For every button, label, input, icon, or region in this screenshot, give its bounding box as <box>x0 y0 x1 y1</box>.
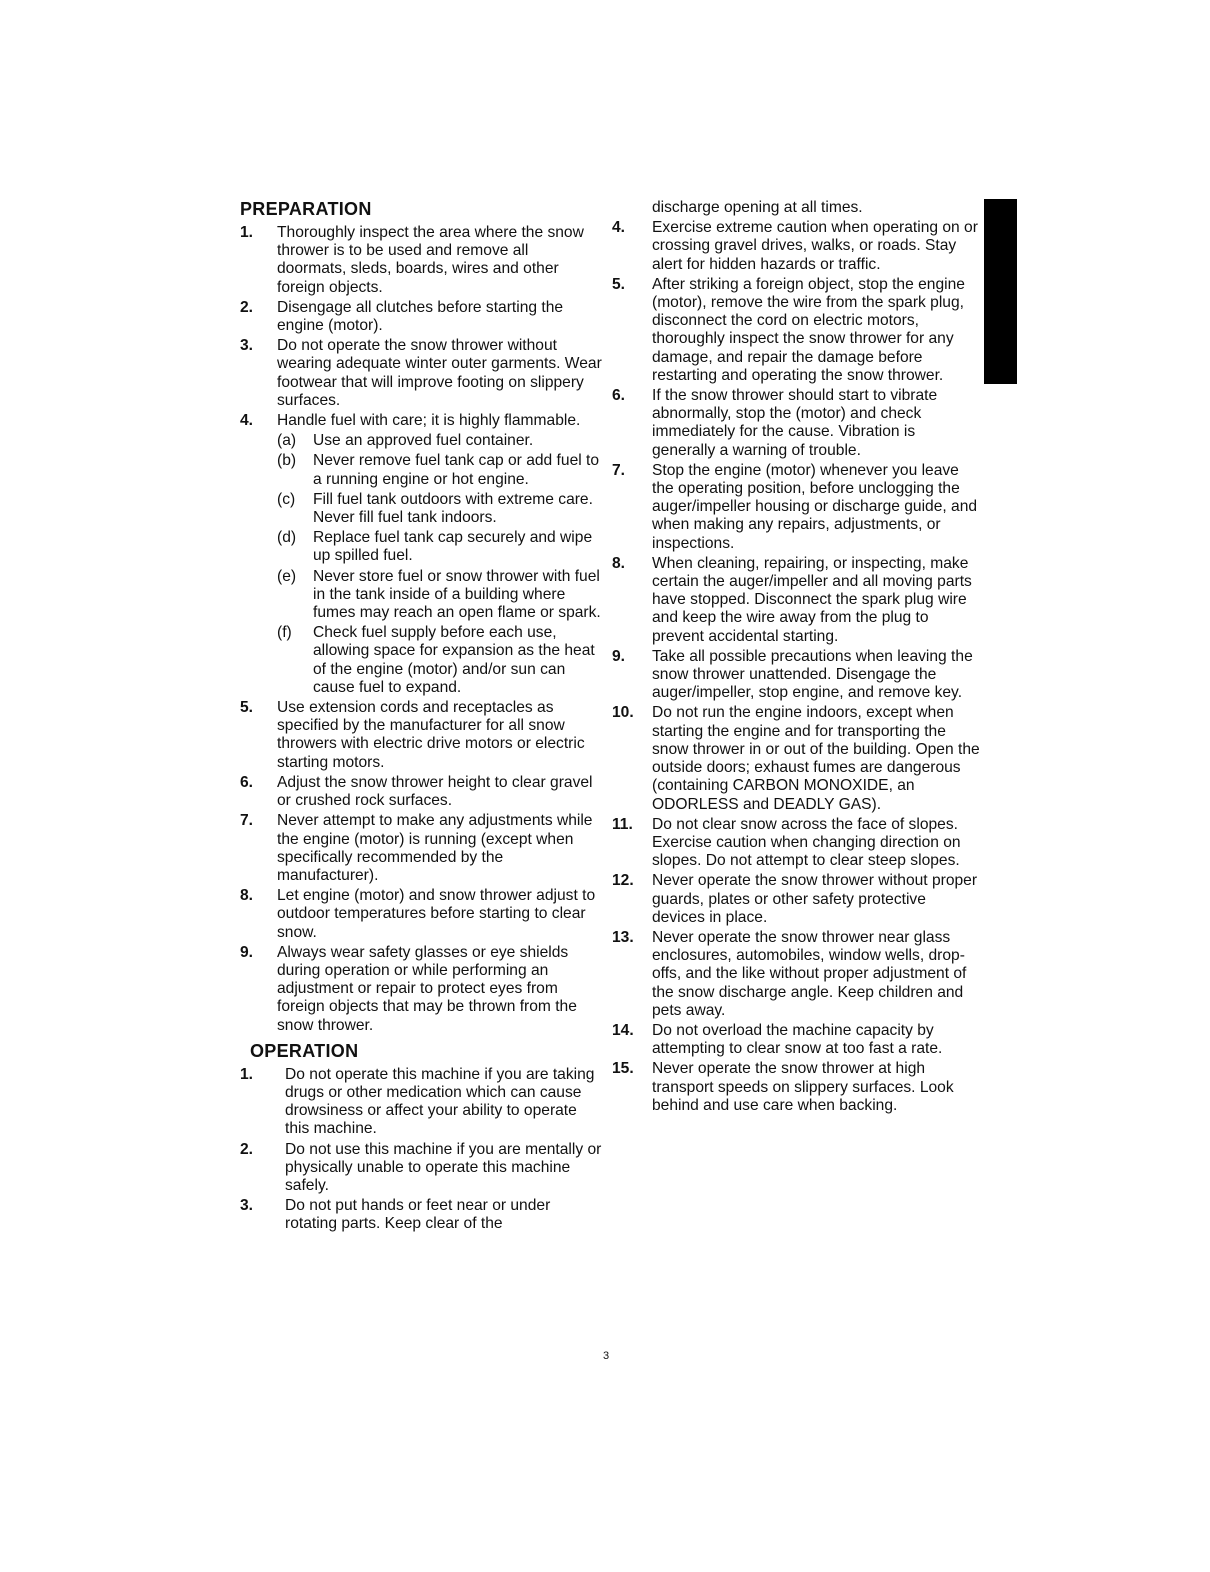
right-column <box>612 199 980 1117</box>
list-item <box>612 929 980 1020</box>
item-number: 2. <box>240 298 254 316</box>
item-number: 4. <box>240 412 254 430</box>
item-number: 3. <box>240 1197 254 1215</box>
list-item <box>612 219 980 274</box>
sub-item <box>277 568 602 623</box>
sub-item-text: Never store fuel or snow thrower with fuel in the tank inside of a building where fumes may reach an open flame or spark. <box>313 567 601 622</box>
operation-heading: OPERATION <box>250 1040 359 1061</box>
list-item <box>612 1060 980 1115</box>
sub-item-label: (a) <box>277 432 297 450</box>
item-text: If the snow thrower should start to vibrate abnormally, stop the (motor) and check immediately for the cause. Vibration is generally a warning of trouble. <box>652 387 938 459</box>
item-number: 4. <box>612 219 626 237</box>
item-number: 11. <box>612 815 633 833</box>
item-text: Exercise extreme caution when operating on or crossing gravel drives, walks, or roads. Stay alert for hidden hazards or traffic. <box>652 219 978 273</box>
item-number: 3. <box>240 337 254 355</box>
item-text: Never operate the snow thrower without proper guards, plates or other safety protective devices in place. <box>652 872 978 926</box>
item-text: Let engine (motor) and snow thrower adjust to outdoor temperatures before starting to clear snow. <box>277 887 596 941</box>
section-tab-marker <box>984 199 1017 384</box>
page-number: 3 <box>603 1350 610 1362</box>
item-number: 6. <box>240 773 254 791</box>
item-text: Use extension cords and receptacles as specified by the manufacturer for all snow throwers with electric drive motors or electric starting motors. <box>277 699 585 771</box>
item-number: 8. <box>612 554 626 572</box>
list-item <box>240 699 602 772</box>
left-column <box>240 199 602 1236</box>
item-number: 7. <box>612 461 626 479</box>
item-text: Handle fuel with care; it is highly flammable. <box>277 412 581 430</box>
operation-list-right <box>612 219 980 1115</box>
item-number: 5. <box>240 699 254 717</box>
list-item <box>240 412 602 697</box>
operation-list-left <box>240 1066 602 1234</box>
item-text: Do not clear snow across the face of slopes. Exercise caution when changing direction on slopes. Do not attempt to clear steep slopes. <box>652 815 961 870</box>
sub-item <box>277 529 602 565</box>
item-text: Disengage all clutches before starting the engine (motor). <box>277 298 564 335</box>
sub-item-text: Never remove fuel tank cap or add fuel to a running engine or hot engine. <box>313 452 600 488</box>
list-item <box>240 887 602 942</box>
list-item <box>612 555 980 646</box>
item-text: Stop the engine (motor) whenever you leave the operating position, before unclogging the auger/impeller housing or discharge guide, and when making any repairs, adjustments, or inspections. <box>652 461 978 552</box>
item-text: Never attempt to make any adjustments while the engine (motor) is running (except when specifically recommended by the manufacturer). <box>277 812 593 884</box>
item-number: 2. <box>240 1140 254 1158</box>
sub-item-text: Check fuel supply before each use, allowing space for expansion as the heat of the engine (motor) and/or sun can cause fuel to expand. <box>313 624 595 696</box>
item-number: 1. <box>240 1065 254 1083</box>
list-item <box>240 299 602 335</box>
list-item <box>240 812 602 885</box>
item-number: 14. <box>612 1021 634 1039</box>
sub-item-label: (d) <box>277 529 297 547</box>
sub-item-text: Fill fuel tank outdoors with extreme care. Never fill fuel tank indoors. <box>313 490 593 527</box>
item-text: Take all possible precautions when leaving the snow thrower unattended. Disengage the auger/impeller, stop engine, and remove key. <box>652 647 973 702</box>
item-number: 9. <box>612 647 626 665</box>
list-item <box>612 872 980 927</box>
item-number: 12. <box>612 872 634 890</box>
item-text: Do not put hands or feet near or under rotating parts. Keep clear of the <box>285 1197 551 1233</box>
item-text: Do not use this machine if you are mentally or physically unable to operate this machine safely. <box>285 1140 602 1194</box>
list-item <box>240 1141 602 1196</box>
sub-item-label: (b) <box>277 452 297 470</box>
list-item <box>240 1066 602 1139</box>
list-item <box>240 944 602 1035</box>
list-item <box>240 337 602 410</box>
item-text: Always wear safety glasses or eye shields during operation or while performing an adjustment or repair to protect eyes from foreign objects that may be thrown from the snow thrower. <box>277 943 577 1034</box>
item-text: After striking a foreign object, stop the engine (motor), remove the wire from the spark plug, disconnect the cord on electric motors, thoroughly inspect the snow thrower for any damage, and repair the damage before restarting and operating the snow thrower. <box>652 275 965 384</box>
sub-item <box>277 624 602 697</box>
preparation-heading: PREPARATION <box>240 199 372 219</box>
sub-item <box>277 432 602 450</box>
item-text: Never operate the snow thrower at high transport speeds on slippery surfaces. Look behind and use care when backing. <box>652 1060 954 1114</box>
sub-item-label: (f) <box>277 624 292 642</box>
list-item <box>612 704 980 813</box>
continued-text: discharge opening at all times. <box>652 199 863 216</box>
sub-item-label: (c) <box>277 490 296 508</box>
list-item <box>612 276 980 385</box>
list-item <box>612 462 980 553</box>
item-number: 6. <box>612 387 626 405</box>
item-text: Do not overload the machine capacity by attempting to clear snow at too fast a rate. <box>652 1021 943 1058</box>
sub-item <box>277 452 602 488</box>
item-text: Never operate the snow thrower near glass enclosures, automobiles, window wells, drop-offs, and the like without proper adjustment of the snow discharge angle. Keep children and pets away. <box>652 928 967 1019</box>
item-number: 10. <box>612 704 634 722</box>
list-item <box>612 1022 980 1058</box>
item-text: When cleaning, repairing, or inspecting, make certain the auger/impeller and all moving parts have stopped. Disconnect the spark plug wire and keep the wire away from the plug to prevent accidental starting. <box>652 554 972 645</box>
item-number: 13. <box>612 928 634 946</box>
item-text: Do not operate the snow thrower without wearing adequate winter outer garments. Wear footwear that will improve footing on slippery surfaces. <box>277 337 602 409</box>
item-text: Do not operate this machine if you are taking drugs or other medication which can cause drowsiness or affect your ability to operate this machine. <box>285 1065 595 1138</box>
item-text: Adjust the snow thrower height to clear gravel or crushed rock surfaces. <box>277 773 593 810</box>
item-number: 9. <box>240 943 254 961</box>
item-number: 15. <box>612 1060 634 1078</box>
sub-item-label: (e) <box>277 567 297 585</box>
list-item <box>612 816 980 871</box>
sub-item <box>277 491 602 527</box>
item-text: Thoroughly inspect the area where the snow thrower is to be used and remove all doormats, sleds, boards, wires and other foreign objects. <box>277 224 584 296</box>
item-body <box>277 412 602 697</box>
item-number: 5. <box>612 275 626 293</box>
item-number: 8. <box>240 887 254 905</box>
item-number: 1. <box>240 224 254 241</box>
sub-item-text: Use an approved fuel container. <box>313 432 534 450</box>
item-number: 7. <box>240 812 254 830</box>
item-text: Do not run the engine indoors, except when starting the engine and for transporting the snow thrower in or out of the building. Open the outside doors; exhaust fumes are dangerous (containing CARBON MONOXIDE, an ODORLESS and DEADLY GAS). <box>652 704 980 813</box>
list-item <box>240 774 602 810</box>
list-item <box>612 387 980 460</box>
list-item <box>240 224 602 297</box>
list-item <box>612 648 980 703</box>
list-item <box>240 1197 602 1233</box>
sub-item-text: Replace fuel tank cap securely and wipe up spilled fuel. <box>313 529 593 565</box>
preparation-list <box>240 224 602 1035</box>
